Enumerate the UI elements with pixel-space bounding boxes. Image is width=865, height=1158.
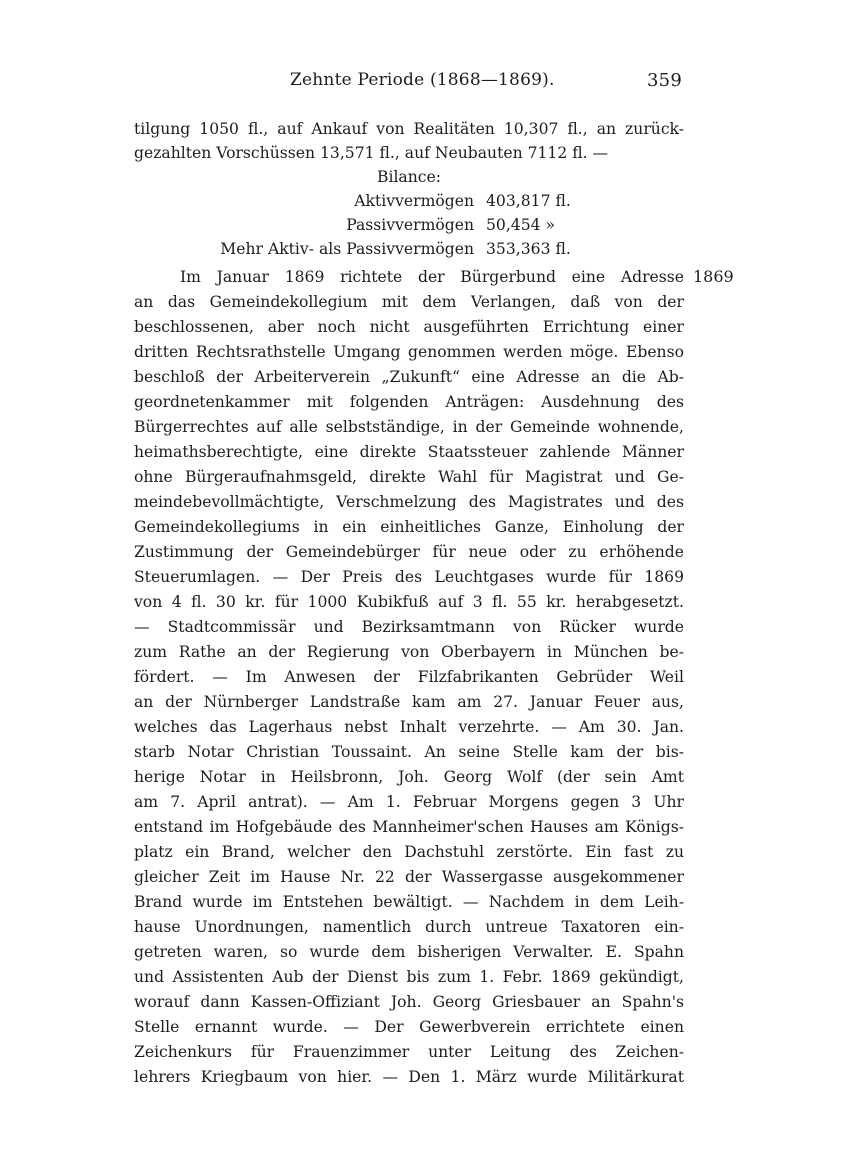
text-line: heimathsberechtigte, eine direkte Staatssteuer zahlende Männer xyxy=(134,443,684,461)
text-line: Stelle ernannt wurde. — Der Gewerbverein errichtete einen xyxy=(134,1018,684,1036)
text-line: Steuerumlagen. — Der Preis des Leuchtgases wurde für 1869 xyxy=(134,568,684,586)
text-line: von 4 fl. 30 kr. für 1000 Kubikfuß auf 3 fl. 55 kr. herabgesetzt. xyxy=(134,593,684,611)
balance-label: Aktivvermögen xyxy=(354,192,474,210)
text-line: zum Rathe an der Regierung von Oberbayern in München be- xyxy=(134,643,684,661)
text-line: getreten waren, so wurde dem bisherigen Verwalter. E. Spahn xyxy=(134,943,684,961)
text-line: Im Januar 1869 richtete der Bürgerbund eine Adresse xyxy=(180,268,684,286)
text-line: fördert. — Im Anwesen der Filzfabrikanten Gebrüder Weil xyxy=(134,668,684,686)
text-line: Zeichenkurs für Frauenzimmer unter Leitung des Zeichen- xyxy=(134,1043,684,1061)
text-line: geordnetenkammer mit folgenden Anträgen: Ausdehnung des xyxy=(134,393,684,411)
balance-label: Passivvermögen xyxy=(346,216,474,234)
text-line: welches das Lagerhaus nebst Inhalt verzehrte. — Am 30. Jan. xyxy=(134,718,684,736)
balance-title: Bilance: xyxy=(377,168,441,186)
balance-value: 353,363 fl. xyxy=(486,240,571,258)
text-line: gleicher Zeit im Hause Nr. 22 der Wassergasse ausgekommener xyxy=(134,868,684,886)
text-line: an der Nürnberger Landstraße kam am 27. Januar Feuer aus, xyxy=(134,693,684,711)
margin-year-note: 1869 xyxy=(693,267,734,286)
text-line: Bürgerrechtes auf alle selbstständige, in der Gemeinde wohnende, xyxy=(134,418,684,436)
running-title: Zehnte Periode (1868—1869). xyxy=(290,70,555,90)
text-line: beschlossenen, aber noch nicht ausgeführten Errichtung einer xyxy=(134,318,684,336)
balance-value: 50,454 » xyxy=(486,216,556,234)
text-line: am 7. April antrat). — Am 1. Februar Morgens gegen 3 Uhr xyxy=(134,793,684,811)
text-line: Brand wurde im Entstehen bewältigt. — Nachdem in dem Leih- xyxy=(134,893,684,911)
text-line: tilgung 1050 fl., auf Ankauf von Realitäten 10,307 fl., an zurück- xyxy=(134,120,684,138)
text-line: an das Gemeindekollegium mit dem Verlangen, daß von der xyxy=(134,293,684,311)
text-line: gezahlten Vorschüssen 13,571 fl., auf Neubauten 7112 fl. — xyxy=(134,144,609,162)
text-line: und Assistenten Aub der Dienst bis zum 1. Febr. 1869 gekündigt, xyxy=(134,968,684,986)
text-line: herige Notar in Heilsbronn, Joh. Georg Wolf (der sein Amt xyxy=(134,768,684,786)
text-line: meindebevollmächtigte, Verschmelzung des Magistrates und des xyxy=(134,493,684,511)
text-line: Gemeindekollegiums in ein einheitliches Ganze, Einholung der xyxy=(134,518,684,536)
text-line: worauf dann Kassen-Offiziant Joh. Georg Griesbauer an Spahn's xyxy=(134,993,684,1011)
page-header xyxy=(134,70,684,96)
balance-value: 403,817 fl. xyxy=(486,192,571,210)
text-line: platz ein Brand, welcher den Dachstuhl zerstörte. Ein fast zu xyxy=(134,843,684,861)
text-line: Zustimmung der Gemeindebürger für neue oder zu erhöhende xyxy=(134,543,684,561)
page-number: 359 xyxy=(647,70,682,91)
text-line: dritten Rechtsrathstelle Umgang genommen werden möge. Ebenso xyxy=(134,343,684,361)
text-line: starb Notar Christian Toussaint. An seine Stelle kam der bis- xyxy=(134,743,684,761)
text-line: beschloß der Arbeiterverein „Zukunft“ eine Adresse an die Ab- xyxy=(134,368,684,386)
text-line: hause Unordnungen, namentlich durch untreue Taxatoren ein- xyxy=(134,918,684,936)
text-line: lehrers Kriegbaum von hier. — Den 1. März wurde Militärkurat xyxy=(134,1068,684,1086)
text-line: entstand im Hofgebäude des Mannheimer'schen Hauses am Königs- xyxy=(134,818,684,836)
text-line: — Stadtcommissär und Bezirksamtmann von Rücker wurde xyxy=(134,618,684,636)
balance-label: Mehr Aktiv- als Passivvermögen xyxy=(220,240,474,258)
text-line: ohne Bürgeraufnahmsgeld, direkte Wahl für Magistrat und Ge- xyxy=(134,468,684,486)
